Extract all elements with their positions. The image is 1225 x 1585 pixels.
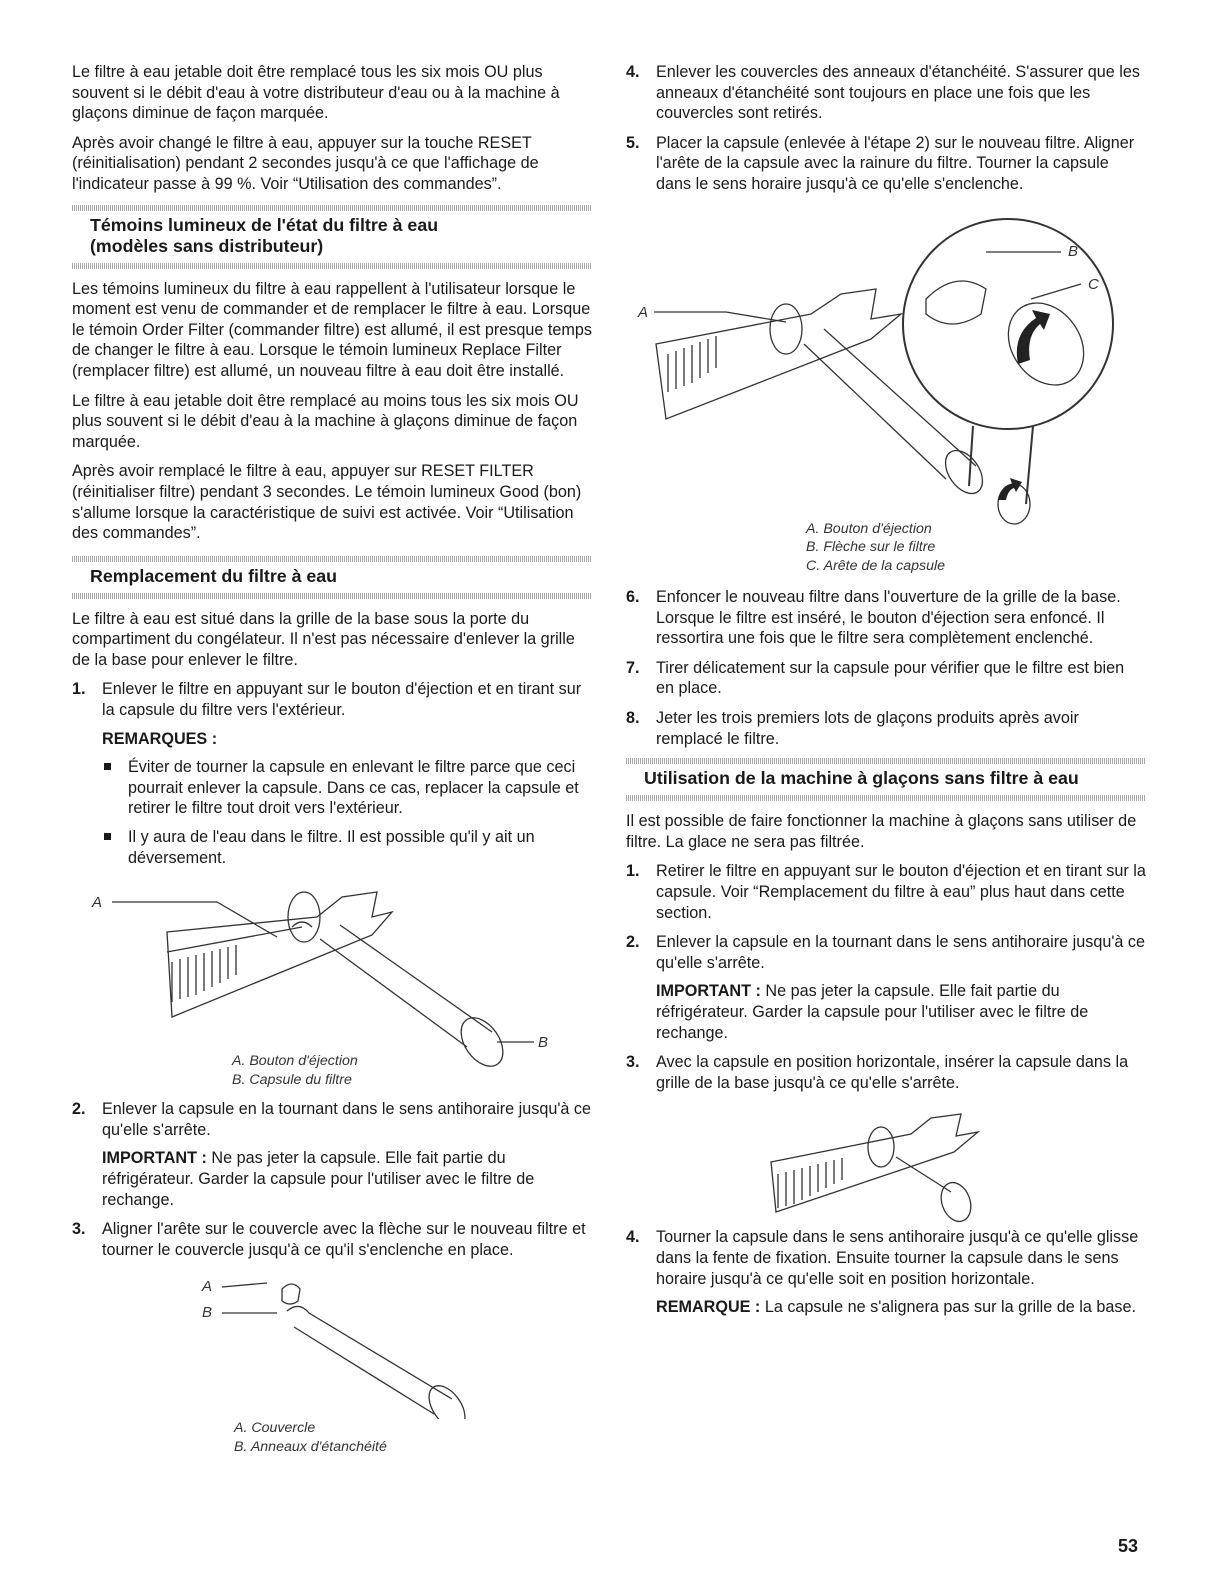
step-text: Avec la capsule en position horizontale, insérer la capsule dans la grille de la base jusqu'à ce qu'elle s'arrête.: [656, 1053, 1129, 1092]
filter-location-paragraph: Le filtre à eau est situé dans la grille de la base sous la porte du compartiment du congélateur. Il n'est pas nécessaire d'enlever la grille de la base pour enlever le filtre.: [72, 609, 575, 669]
step-number: 3.: [626, 1053, 640, 1072]
section-heading-no-filter: Utilisation de la machine à glaçons sans filtre à eau: [644, 768, 1079, 789]
figure-caption: A. Bouton d'éjection B. Capsule du filtre: [232, 1053, 358, 1088]
important-note: IMPORTANT : Ne pas jeter la capsule. Elle fait partie du réfrigérateur. Garder la capsule pour l'utiliser avec le filtre de rechange.: [656, 982, 1089, 1042]
bullet-square-icon: [104, 763, 111, 770]
step-2: [72, 1099, 592, 1210]
no-filter-paragraph: Il est possible de faire fonctionner la machine à glaçons sans utiliser de filtre. La glace ne sera pas filtrée.: [626, 812, 1137, 851]
section-rule: [72, 263, 592, 269]
section-rule: [626, 795, 1146, 801]
step-number: 4.: [626, 63, 640, 81]
step-text: Tourner la capsule dans le sens antihoraire jusqu'à ce qu'elle glisse dans la fente de fixation. Ensuite tourner la capsule dans le sens horaire jusqu'à ce qu'elle soit en position horizontale.: [656, 1228, 1139, 1288]
section-rule: [72, 593, 592, 599]
step-number: 8.: [626, 709, 640, 728]
step-1: [72, 679, 592, 868]
intro-paragraph-1: Le filtre à eau jetable doit être remplacé tous les six mois OU plus souvent si le débit d'eau à votre distributeur d'eau ou à la machine à glaçons diminue de façon marquée.: [72, 63, 560, 123]
remark-bullet-2: Il y aura de l'eau dans le filtre. Il est possible qu'il y ait un déversement.: [102, 827, 592, 868]
step-number: 3.: [72, 1220, 86, 1239]
step-number: 7.: [626, 658, 640, 677]
figure-label-c: C: [1088, 275, 1099, 293]
step-text: Tirer délicatement sur la capsule pour vérifier que le filtre est bien en place.: [656, 658, 1125, 698]
left-column: [72, 62, 592, 1456]
step-3: [72, 1219, 592, 1260]
section-rule: [72, 556, 592, 562]
step-number: 1.: [626, 862, 640, 881]
remark-bullet-1: Éviter de tourner la capsule en enlevant le filtre parce que ceci pourrait enlever la capsule. Dans ce cas, replacer la capsule et retirer le filtre tout droit vers l'extérieur.: [102, 757, 592, 819]
figure-label-b: B: [1068, 242, 1079, 260]
no-filter-step-1: [626, 861, 1146, 923]
no-filter-step-2: [626, 932, 1146, 1043]
figure-label-a: A: [92, 894, 103, 912]
step-5: [626, 133, 1146, 195]
filter-status-paragraph-2: Le filtre à eau jetable doit être remplacé au moins tous les six mois OU plus souvent si le débit d'eau à la machine à glaçons diminue de façon marquée.: [72, 391, 579, 451]
remarks-title: REMARQUES :: [102, 729, 218, 748]
step-text: Enlever la capsule en la tournant dans le sens antihoraire jusqu'à ce qu'elle s'arrête.: [656, 933, 1146, 972]
figure-label-a: A: [202, 1278, 213, 1296]
filter-removal-illustration: [72, 877, 592, 1072]
step-text: Retirer le filtre en appuyant sur le bouton d'éjection et en tirant sur la capsule. Voir “Remplacement du filtre à eau” plus haut dans cette section.: [656, 862, 1146, 922]
step-text: Enfoncer le nouveau filtre dans l'ouverture de la grille de la base. Lorsque le filtre est inséré, le bouton d'éjection sera enfoncé. Il ressortira une fois que le filtre sera complètement enclenché.: [656, 588, 1121, 648]
right-column: [626, 62, 1146, 1327]
step-number: 5.: [626, 133, 640, 152]
figure-label-b: B: [538, 1034, 549, 1052]
step-text: Placer la capsule (enlevée à l'étape 2) sur le nouveau filtre. Aligner l'arête de la capsule avec la rainure du filtre. Tourner la capsule dans le sens horaire jusqu'à ce qu'elle s'enclenche.: [656, 133, 1135, 193]
important-note: IMPORTANT : Ne pas jeter la capsule. Elle fait partie du réfrigérateur. Garder la capsule pour l'utiliser avec le filtre de rechange.: [102, 1149, 535, 1209]
no-filter-step-3: [626, 1052, 1146, 1093]
step-text: Enlever la capsule en la tournant dans le sens antihoraire jusqu'à ce qu'elle s'arrête.: [102, 1100, 592, 1139]
figure-cap-insert: [626, 1102, 1146, 1227]
filter-status-paragraph-1: Les témoins lumineux du filtre à eau rappellent à l'utilisateur lorsque le moment est venu de commander et de remplacer le filtre à eau. Lorsque le témoin Order Filter (commander filtre) est allumé, il est presque temps de changer le filtre à eau. Lorsque le témoin lumineux Replace Filter (remplacer filtre) est allumé, un nouveau filtre à eau doit être installé.: [72, 279, 592, 380]
step-text: Aligner l'arête sur le couvercle avec la flèche sur le nouveau filtre et tourner le couvercle jusqu'à ce qu'il s'enclenche en place.: [102, 1220, 586, 1259]
no-filter-step-4: [626, 1227, 1146, 1317]
cap-insert-illustration: [626, 1102, 1146, 1227]
step-4: [626, 62, 1146, 124]
figure-caption: A. Bouton d'éjection B. Flèche sur le filtre C. Arête de la capsule: [806, 520, 946, 574]
page-number: 53: [1118, 1536, 1139, 1556]
figure-caption: A. Couvercle B. Anneaux d'étanchéité: [234, 1420, 387, 1455]
figure-cap-alignment: [626, 204, 1146, 576]
figure-filter-removal: [72, 877, 592, 1089]
step-text: Enlever les couvercles des anneaux d'étanchéité. S'assurer que les anneaux d'étanchéité sont toujours en place une fois que les couvercles sont retirés.: [656, 63, 1140, 123]
bullet-square-icon: [104, 833, 111, 840]
cover-seals-illustration: [72, 1269, 592, 1419]
step-text: Jeter les trois premiers lots de glaçons produits après avoir remplacé le filtre.: [656, 709, 1079, 748]
filter-status-paragraph-3: Après avoir remplacé le filtre à eau, appuyer sur RESET FILTER (réinitialiser filtre) pendant 3 secondes. Le témoin lumineux Good (bon) s'allume lorsque la caractéristique de suivi est activée. Voir “Utilisation des commandes”.: [72, 462, 582, 543]
section-rule: [626, 758, 1146, 764]
step-number: 2.: [72, 1100, 86, 1119]
section-rule: [72, 205, 592, 211]
step-number: 1.: [72, 680, 86, 699]
step-number: 4.: [626, 1228, 640, 1247]
step-text: Enlever le filtre en appuyant sur le bouton d'éjection et en tirant sur la capsule du filtre vers l'extérieur.: [102, 680, 582, 720]
step-7: [626, 658, 1146, 699]
figure-cover-seals: [72, 1269, 592, 1456]
cap-alignment-illustration: [626, 204, 1146, 534]
step-number: 6.: [626, 588, 640, 607]
figure-label-b: B: [202, 1304, 213, 1322]
step-number: 2.: [626, 933, 640, 952]
step-8: [626, 708, 1146, 749]
intro-paragraph-2: Après avoir changé le filtre à eau, appuyer sur la touche RESET (réinitialisation) pendant 2 secondes jusqu'à ce que l'affichage de l'indicateur passe à 99 %. Voir “Utilisation des commandes”.: [72, 133, 539, 193]
section-heading-filter-replacement: Remplacement du filtre à eau: [90, 565, 338, 586]
step-6: [626, 587, 1146, 649]
figure-label-a: A: [638, 303, 649, 321]
section-heading-filter-status: Témoins lumineux de l'état du filtre à eau (modèles sans distributeur): [90, 214, 439, 256]
remark-note: REMARQUE : La capsule ne s'alignera pas sur la grille de la base.: [656, 1298, 1136, 1317]
